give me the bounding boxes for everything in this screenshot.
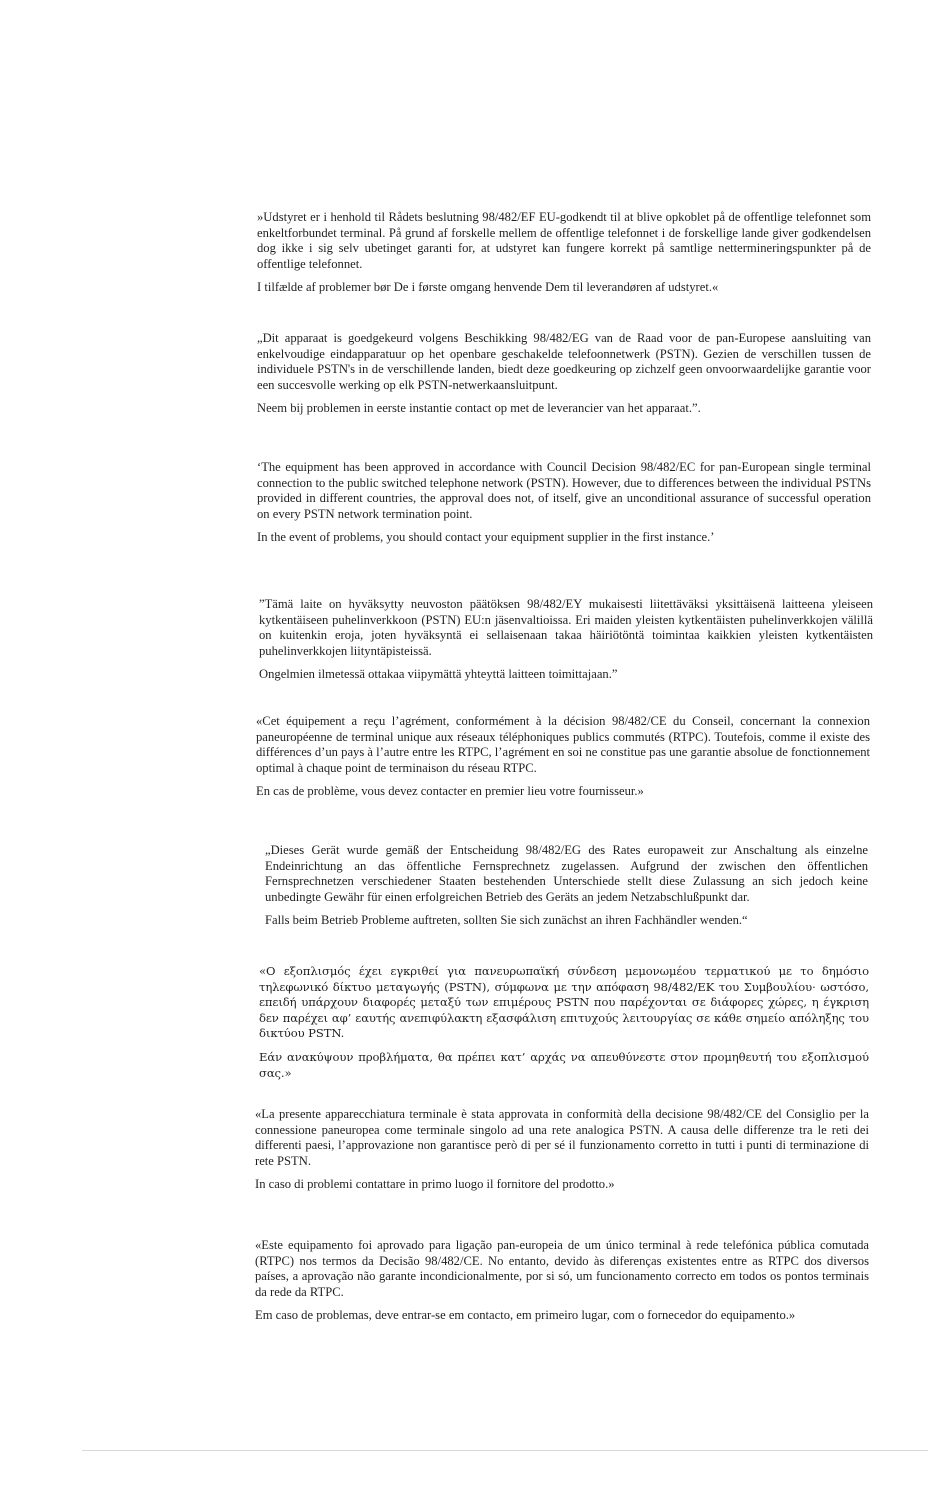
- notice-portuguese-paragraph-2: Em caso de problemas, deve entrar-se em contacto, em primeiro lugar, com o fornecedor do equipamento.»: [255, 1308, 796, 1323]
- notice-french-paragraph-2: En cas de problème, vous devez contacter en premier lieu votre fournisseur.»: [256, 784, 644, 799]
- notice-french: [256, 714, 870, 800]
- notice-danish-paragraph-2: I tilfælde af problemer bør De i første omgang henvende Dem til leverandøren af udstyret.«: [257, 280, 719, 295]
- notice-finnish-paragraph-2: Ongelmien ilmetessä ottakaa viipymättä yhteyttä laitteen toimittajaan.”: [259, 667, 618, 682]
- notice-greek: [259, 964, 869, 1081]
- notice-finnish-paragraph-1: ”Tämä laite on hyväksytty neuvoston päätöksen 98/482/EY mukaisesti liitettäväksi yksittäisenä laitteena yleiseen kytkentäiseen puhelinverkkoon (PSTN) EU:n jäsenvaltioissa. Eri maiden yleisten kytkentäisten puhelinverkkojen välillä on kuitenkin eroja, joten hyväksyntä ei sellaisenaan takaa häiriötöntä toimintaa kaikkien yleisten kytkentäisten puhelinverkkojen liityntäpisteissä.: [259, 597, 873, 658]
- notice-dutch-paragraph-1: „Dit apparaat is goedgekeurd volgens Beschikking 98/482/EG van de Raad voor de pan-Europese aansluiting van enkelvoudige eindapparatuur op het openbare geschakelde telefoonnetwerk (PSTN). Gezien de verschillen tussen de individuele PSTN's in de verschillende landen, biedt deze goedkeuring op zichzelf geen onvoorwaardelijke garantie voor een succesvolle werking op elk PSTN-netwerkaansluitpunt.: [257, 331, 871, 392]
- notice-greek-paragraph-2: Εάν ανακύψουν προβλήματα, θα πρέπει κατ’ αρχάς να απευθύνεστε στον προμηθευτή του εξοπλισμού σας.»: [259, 1049, 869, 1080]
- notice-english-paragraph-2: In the event of problems, you should contact your equipment supplier in the first instance.’: [257, 530, 715, 545]
- notice-greek-paragraph-1: «Ο εξοπλισμός έχει εγκριθεί για πανευρωπαϊκή σύνδεση μεμονωμέου τερματικού με το δημόσιο τηλεφωνικό δίκτυο μεταγωγής (PSTN), σύμφωνα με την απόφαση 98/482/ΕΚ του Συμβουλίου· ωστόσο, επειδή υπάρχουν διαφορές μεταξύ των επιμέρους PSTN που παρέχονται σε διάφορες χώρες, η έγκριση δεν παρέχει αφ’ εαυτής ανεπιφύλακτη εξασφάλιση επιτυχούς λειτουργίας σε κάθε σημείο απόληξης του δικτύου PSTN.: [259, 964, 869, 1041]
- notice-german-paragraph-2: Falls beim Betrieb Probleme auftreten, sollten Sie sich zunächst an ihren Fachhändler wenden.“: [265, 913, 748, 928]
- notice-german-paragraph-1: „Dieses Gerät wurde gemäß der Entscheidung 98/482/EG des Rates europaweit zur Anschaltung als einzelne Endeinrichtung an das öffentliche Fernsprechnetz zugelassen. Aufgrund der zwischen den öffentlichen Fernsprechnetzen verschiedener Staaten bestehenden Unterschiede stellt diese Zulassung an sich jedoch keine unbedingte Gewähr für einen erfolgreichen Betrieb des Geräts an jedem Netzabschlußpunkt dar.: [265, 843, 868, 904]
- notice-dutch-paragraph-2: Neem bij problemen in eerste instantie contact op met de leverancier van het apparaat.”.: [257, 401, 701, 416]
- notice-italian-paragraph-1: «La presente apparecchiatura terminale è stata approvata in conformità della decisione 98/482/CE del Consiglio per la connessione paneuropea come terminale singolo ad una rete analogica PSTN. A causa delle differenze tra le reti dei differenti paesi, l’approvazione non garantisce però di per sé il funzionamento corretto in tutti i punti di terminazione di rete PSTN.: [255, 1107, 869, 1168]
- notice-finnish: [259, 597, 873, 683]
- notice-portuguese: [255, 1238, 869, 1324]
- notice-english: [257, 460, 871, 546]
- footer-divider: [82, 1450, 928, 1451]
- notice-italian: [255, 1107, 869, 1193]
- notice-portuguese-paragraph-1: «Este equipamento foi aprovado para ligação pan-europeia de um único terminal à rede telefónica pública comutada (RTPC) nos termos da Decisão 98/482/CE. No entanto, devido às diferenças existentes entre as RTPC dos diversos países, a aprovação não garante incondicionalmente, por si só, um funcionamento correcto em todos os pontos terminais da rede da RTPC.: [255, 1238, 869, 1299]
- notice-dutch: [257, 331, 871, 417]
- notice-danish: [257, 210, 871, 296]
- notice-french-paragraph-1: «Cet équipement a reçu l’agrément, conformément à la décision 98/482/CE du Conseil, concernant la connexion paneuropéenne de terminal unique aux réseaux téléphoniques publics commutés (RTPC). Toutefois, comme il existe des différences d’un pays à l’autre entre les RTPC, l’agrément en soi ne constitue pas une garantie absolue de fonctionnement optimal à chaque point de terminaison du réseau RTPC.: [256, 714, 870, 775]
- notice-italian-paragraph-2: In caso di problemi contattare in primo luogo il fornitore del prodotto.»: [255, 1177, 615, 1192]
- notice-english-paragraph-1: ‘The equipment has been approved in accordance with Council Decision 98/482/EC for pan-European single terminal connection to the public switched telephone network (PSTN). However, due to differences between the individual PSTNs provided in different countries, the approval does not, of itself, give an unconditional assurance of successful operation on every PSTN network termination point.: [257, 460, 871, 521]
- notice-german: [265, 843, 868, 929]
- notice-danish-paragraph-1: »Udstyret er i henhold til Rådets beslutning 98/482/EF EU-godkendt til at blive opkoblet på de offentlige telefonnet som enkeltforbundet terminal. På grund af forskelle mellem de offentlige telefonnet i de forskellige lande giver godkendelsen dog ikke i sig selv ubetinget garanti for, at udstyret kan fungere korrekt på samtlige nettermineringspunkter på de offentlige telefonnet.: [257, 210, 871, 271]
